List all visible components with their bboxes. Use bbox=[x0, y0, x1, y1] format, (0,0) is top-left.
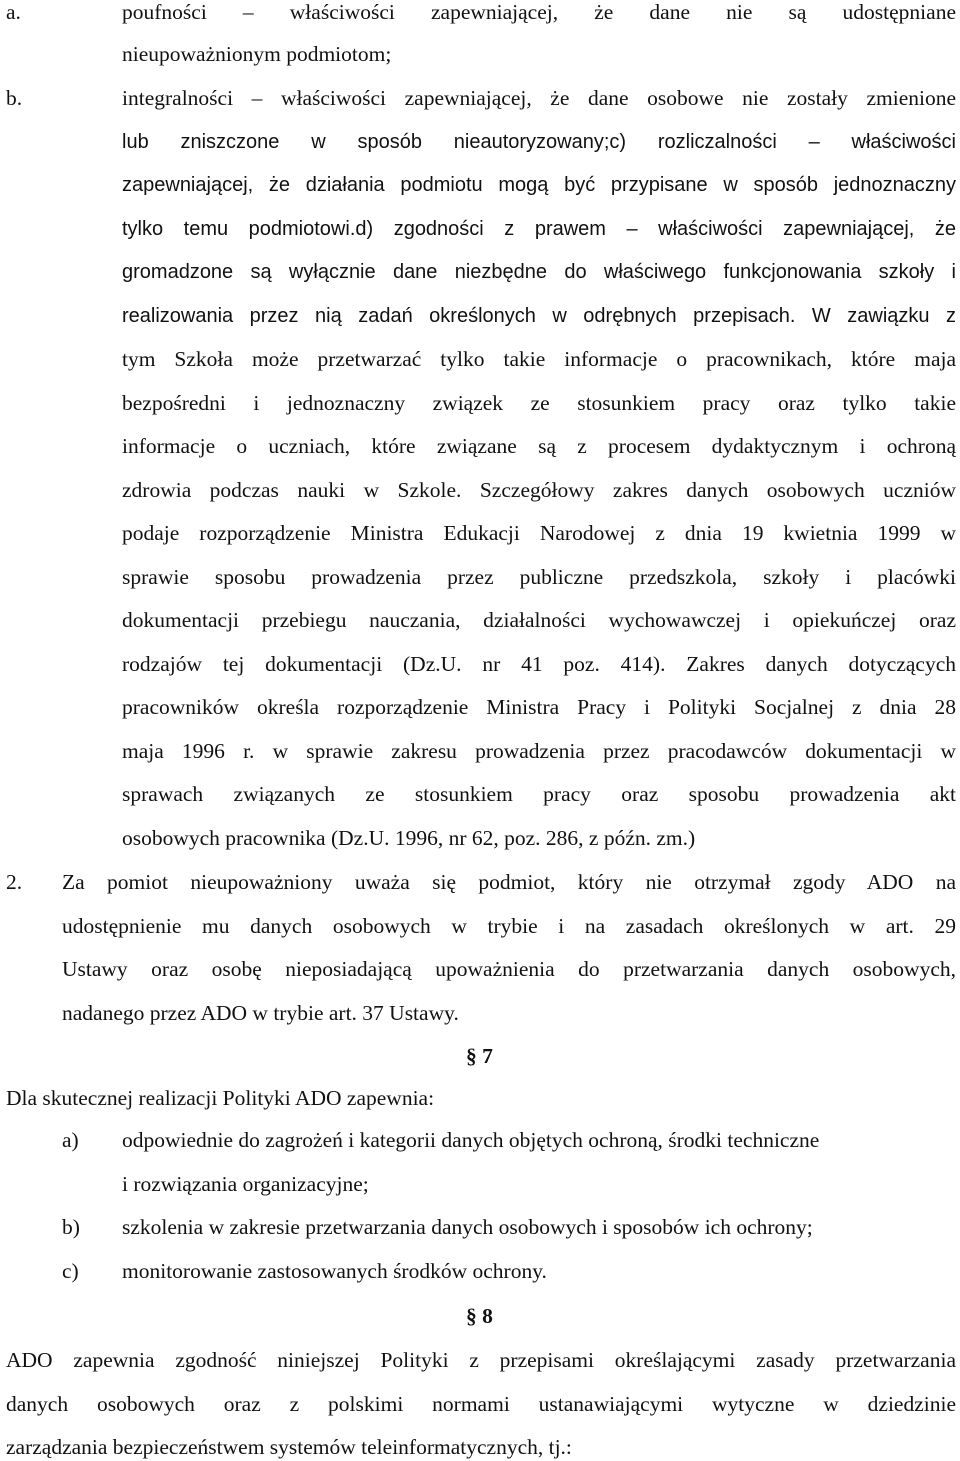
list-item-line: odpowiednie do zagrożeń i kategorii danych objętych ochroną, środki techniczne bbox=[122, 1128, 820, 1152]
list-marker: 2. bbox=[6, 870, 23, 894]
paragraph-line: nadanego przez ADO w trybie art. 37 Ustawy. bbox=[62, 1000, 459, 1025]
paragraph-line: ADO zapewnia zgodność niniejszej Polityki z przepisami określającymi zasady przetwarzania bbox=[6, 1348, 956, 1372]
paragraph-line: udostępnienie mu danych osobowych w trybie i na zasadach określonych w art. 29 bbox=[62, 913, 956, 938]
paragraph-line: poufności – właściwości zapewniającej, że dane nie są udostępniane bbox=[122, 0, 956, 24]
paragraph-line: informacje o uczniach, które związane są z procesem dydaktycznym i ochroną bbox=[122, 434, 956, 458]
list-item-line: monitorowanie zastosowanych środków ochrony. bbox=[122, 1258, 547, 1283]
paragraph-line: podaje rozporządzenie Ministra Edukacji Narodowej z dnia 19 kwietnia 1999 w bbox=[122, 521, 956, 545]
paragraph-line: tylko temu podmiotowi.d) zgodności z prawem – właściwości zapewniającej, że bbox=[122, 217, 956, 240]
paragraph-line: integralności – właściwości zapewniającej, że dane osobowe nie zostały zmienione bbox=[122, 86, 956, 110]
list-marker: b. bbox=[6, 86, 23, 110]
paragraph-line: zapewniającej, że działania podmiotu mogą być przypisane w sposób jednoznaczny bbox=[122, 174, 956, 196]
paragraph-line: sprawie sposobu prowadzenia przez publiczne przedszkola, szkoły i placówki bbox=[122, 564, 956, 589]
section-heading: § 7 bbox=[466, 1044, 493, 1068]
list-marker: b) bbox=[62, 1215, 80, 1239]
paragraph-line: Ustawy oraz osobę nieposiadającą upoważnienia do przetwarzania danych osobowych, bbox=[62, 957, 956, 981]
paragraph-line: danych osobowych oraz z polskimi normami ustanawiającymi wytyczne w dziedzinie bbox=[6, 1391, 956, 1416]
paragraph-line: sprawach związanych ze stosunkiem pracy oraz sposobu prowadzenia akt bbox=[122, 782, 956, 806]
paragraph-line: zdrowia podczas nauki w Szkole. Szczegółowy zakres danych osobowych uczniów bbox=[122, 477, 956, 502]
paragraph-line: bezpośredni i jednoznaczny związek ze stosunkiem pracy oraz tylko takie bbox=[122, 390, 956, 415]
paragraph-line: osobowych pracownika (Dz.U. 1996, nr 62, poz. 286, z późn. zm.) bbox=[122, 825, 696, 850]
list-item-line: szkolenia w zakresie przetwarzania danych osobowych i sposobów ich ochrony; bbox=[122, 1215, 813, 1239]
paragraph-line: pracowników określa rozporządzenie Ministra Pracy i Polityki Socjalnej z dnia 28 bbox=[122, 695, 956, 719]
paragraph-line: realizowania przez nią zadań określonych w odrębnych przepisach. W zawiązku z bbox=[122, 304, 956, 327]
paragraph-line: rodzajów tej dokumentacji (Dz.U. nr 41 poz. 414). Zakres danych dotyczących bbox=[122, 651, 956, 676]
list-marker: a. bbox=[6, 0, 21, 24]
section-heading: § 8 bbox=[466, 1304, 493, 1328]
list-item-line: i rozwiązania organizacyjne; bbox=[122, 1171, 369, 1196]
paragraph-line: dokumentacji przebiegu nauczania, działalności wychowawczej i opiekuńczej oraz bbox=[122, 608, 956, 632]
list-marker: c) bbox=[62, 1258, 79, 1283]
list-marker: a) bbox=[62, 1128, 79, 1152]
paragraph-line: Za pomiot nieupoważniony uważa się podmiot, który nie otrzymał zgody ADO na bbox=[62, 870, 956, 894]
paragraph-line: maja 1996 r. w sprawie zakresu prowadzenia przez pracodawców dokumentacji w bbox=[122, 738, 956, 763]
paragraph-line: lub zniszczone w sposób nieautoryzowany;c) rozliczalności – właściwości bbox=[122, 130, 956, 153]
paragraph-line: gromadzone są wyłącznie dane niezbędne do właściwego funkcjonowania szkoły i bbox=[122, 261, 956, 283]
paragraph-line: tym Szkoła może przetwarzać tylko takie informacje o pracownikach, które maja bbox=[122, 347, 956, 371]
section-intro: Dla skutecznej realizacji Polityki ADO zapewnia: bbox=[6, 1086, 435, 1110]
paragraph-line: zarządzania bezpieczeństwem systemów teleinformatycznych, tj.: bbox=[6, 1435, 572, 1459]
paragraph-line: nieupoważnionym podmiotom; bbox=[122, 42, 392, 66]
